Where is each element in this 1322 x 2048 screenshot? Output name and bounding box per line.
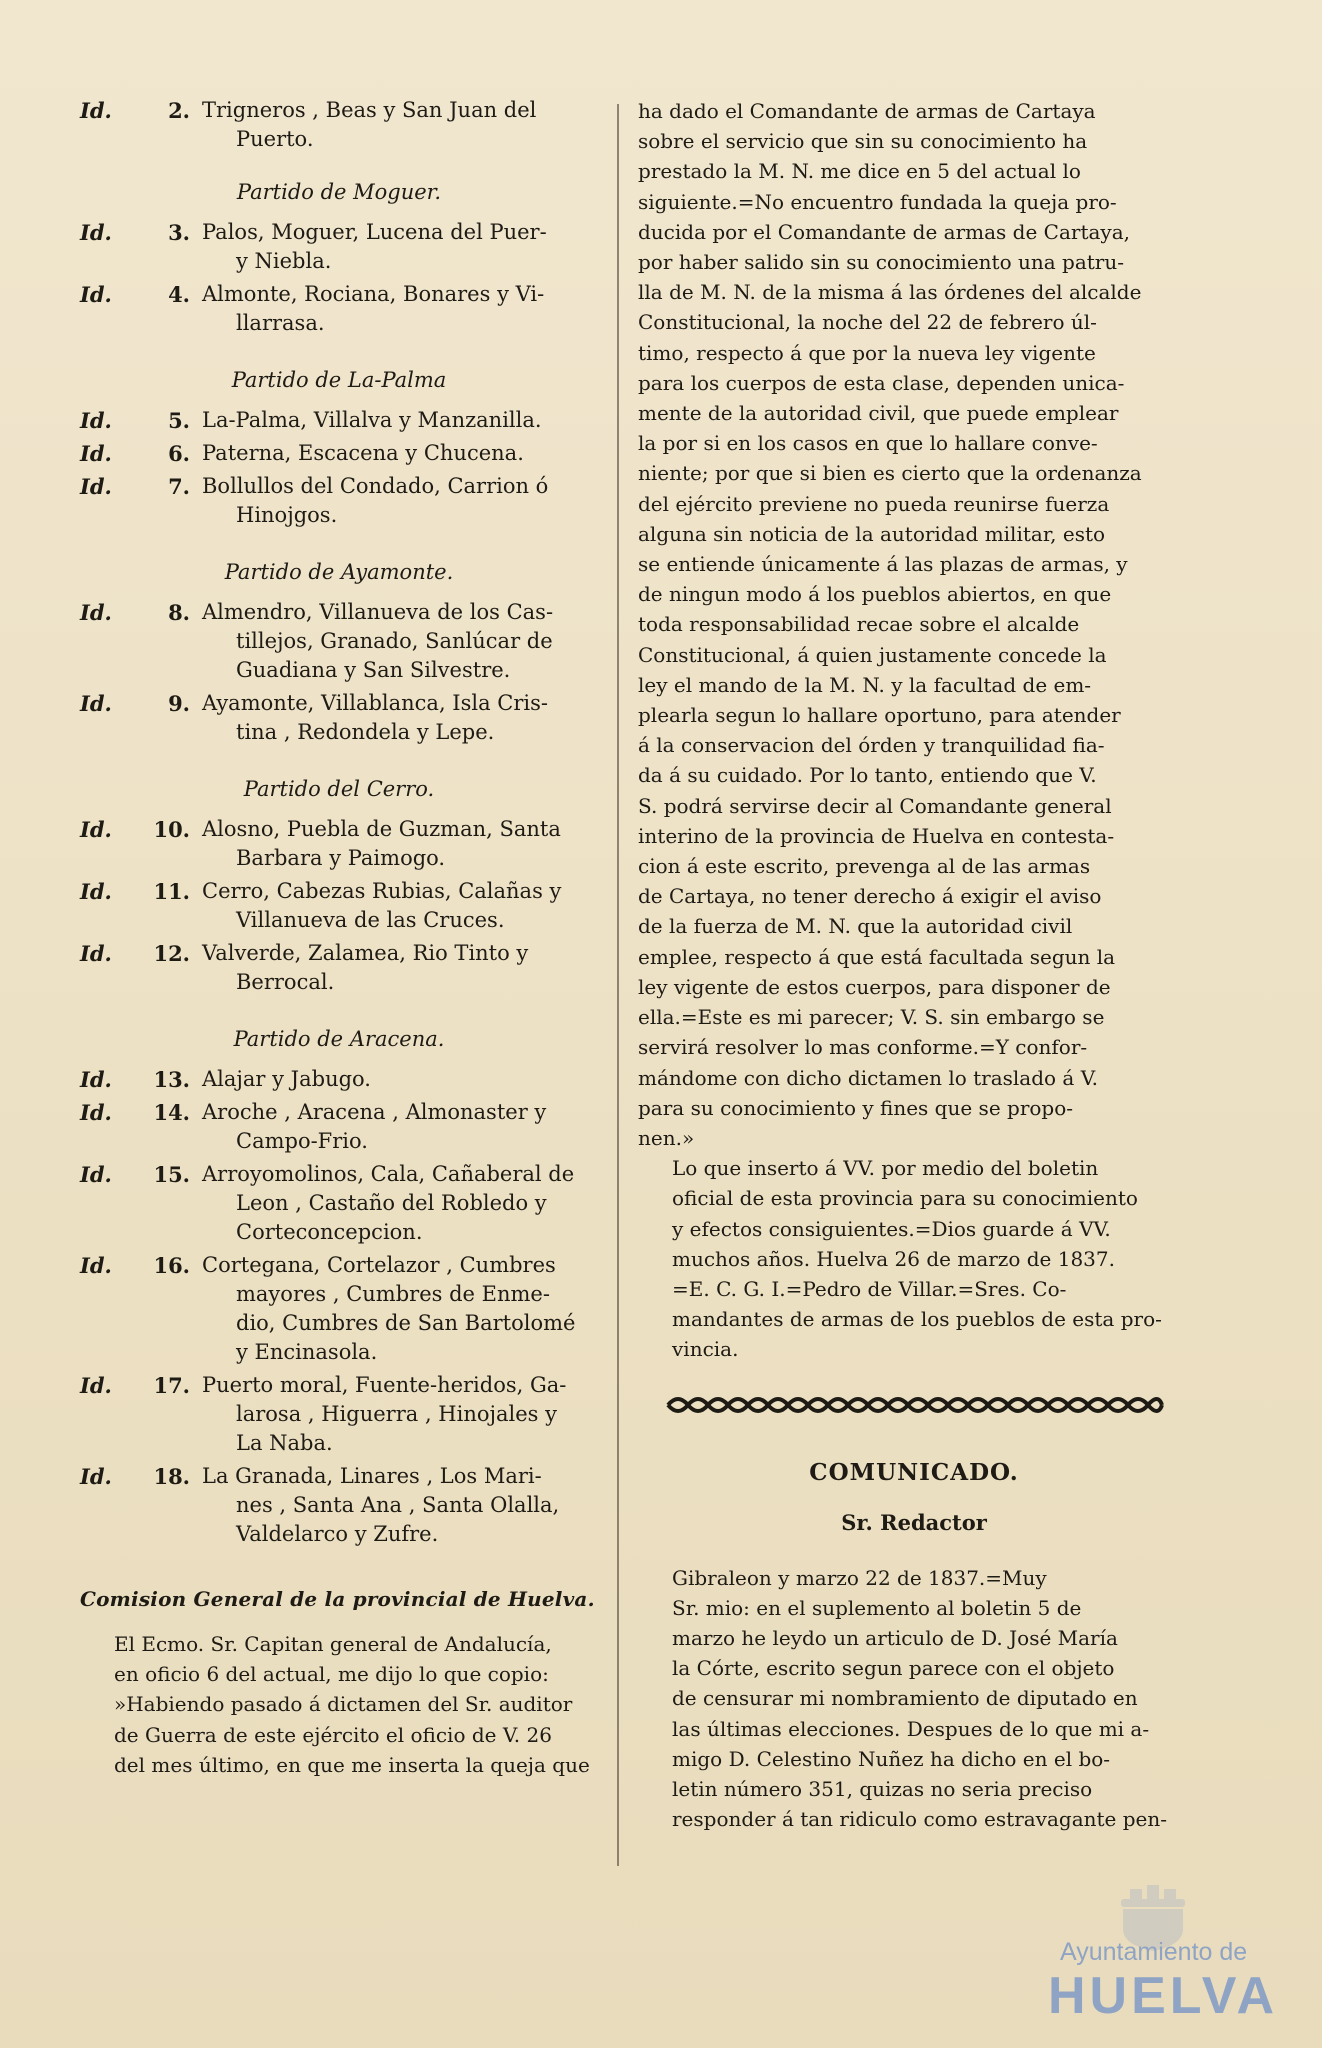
text-line: nen.» xyxy=(638,1125,695,1150)
article-paragraph: El Ecmo. Sr. Capitan general de Andalucía, en oficio 6 del actual, me dijo lo que copio: »Habiendo pasado á dictamen del Sr. auditor de Guerra de este ejército el oficio de V. 26 del mes último, en que me inserta la queja que xyxy=(114,1632,590,1777)
list-item xyxy=(80,1251,598,1367)
list-item xyxy=(80,877,598,935)
entry-number: 5. xyxy=(168,408,190,433)
text-line: lla de M. N. de la misma á las órdenes del alcalde xyxy=(638,280,1142,305)
entry-towns: La-Palma, Villalva y Manzanilla. xyxy=(202,408,542,432)
text-line: toda responsabilidad recae sobre el alcalde xyxy=(638,612,1080,637)
entry-number: 18. xyxy=(153,1464,190,1489)
entry-id: Id. xyxy=(80,441,112,466)
entry-towns: Puerto moral, Fuente-heridos, Ga- larosa , Higuerra , Hinojales y La Naba. xyxy=(202,1373,567,1455)
entry-number: 15. xyxy=(153,1162,190,1187)
text-line: prestado la M. N. me dice en 5 del actual lo xyxy=(638,159,1081,184)
entry-number: 6. xyxy=(168,441,190,466)
entry-towns: Valverde, Zalamea, Rio Tinto y Berrocal. xyxy=(202,941,529,994)
right-column xyxy=(638,96,1190,1834)
list-item xyxy=(80,280,598,338)
entry-number: 17. xyxy=(153,1373,190,1398)
text-line: ha dado el Comandante de armas de Cartaya xyxy=(638,99,1096,123)
entry-id: Id. xyxy=(80,282,112,307)
partido-heading: Partido de La-Palma xyxy=(231,368,447,392)
entry-towns: Arroyomolinos, Cala, Cañaberal de Leon , Castaño del Robledo y Corteconcepcion. xyxy=(202,1162,575,1244)
entry-id: Id. xyxy=(80,1162,112,1187)
entry-number: 4. xyxy=(168,282,190,307)
entry-id: Id. xyxy=(80,98,112,123)
entry-id: Id. xyxy=(80,220,112,245)
list-item xyxy=(80,96,598,154)
entry-id: Id. xyxy=(80,1253,112,1278)
entry-number: 16. xyxy=(153,1253,190,1278)
entry-number: 9. xyxy=(168,691,190,716)
list-item xyxy=(80,689,598,747)
list-item xyxy=(80,218,598,276)
partido-heading: Partido de Moguer. xyxy=(236,180,442,204)
text-line: interino de la provincia de Huelva en contesta- xyxy=(638,823,1115,848)
text-line: á la conservacion del órden y tranquilidad fia- xyxy=(638,733,1105,758)
entry-id: Id. xyxy=(80,1100,112,1125)
ornament-divider xyxy=(664,1391,1164,1419)
partido-heading: Partido de Aracena. xyxy=(233,1027,445,1051)
list-item xyxy=(80,815,598,873)
text-line: de Cartaya, no tener derecho á exigir el aviso xyxy=(638,884,1102,909)
column-divider xyxy=(617,104,619,1866)
list-item xyxy=(80,598,598,685)
entry-number: 11. xyxy=(153,879,190,904)
entry-id: Id. xyxy=(80,691,112,716)
watermark-logo-text: HUELVA xyxy=(1048,1967,1279,2025)
text-line: da á su cuidado. Por lo tanto, entiendo que V. xyxy=(638,763,1097,788)
entry-towns: Alajar y Jabugo. xyxy=(202,1067,371,1091)
entry-towns: La Granada, Linares , Los Mari- nes , Santa Ana , Santa Olalla, Valdelarco y Zufre. xyxy=(202,1464,560,1546)
text-line: siguiente.=No encuentro fundada la queja pro- xyxy=(638,189,1117,214)
text-line: mente de la autoridad civil, que puede emplear xyxy=(638,401,1119,426)
text-line: Constitucional, á quien justamente concede la xyxy=(638,642,1107,667)
text-line: alguna sin noticia de la autoridad militar, esto xyxy=(638,521,1106,546)
entry-id: Id. xyxy=(80,1067,112,1092)
text-line: ley vigente de estos cuerpos, para disponer de xyxy=(638,974,1111,999)
entry-id: Id. xyxy=(80,408,112,433)
text-line: emplee, respecto á que está facultada segun la xyxy=(638,944,1116,969)
text-line: la por si en los casos en que lo hallare conve- xyxy=(638,431,1098,456)
text-line: ley el mando de la M. N. y la facultad de em- xyxy=(638,672,1092,697)
text-line: sobre el servicio que sin su conocimiento ha xyxy=(638,129,1088,154)
entry-number: 14. xyxy=(153,1100,190,1125)
text-line: para los cuerpos de esta clase, dependen unica- xyxy=(638,370,1125,395)
entry-towns: Ayamonte, Villablanca, Isla Cris- tina , Redondela y Lepe. xyxy=(202,691,548,744)
salutation: Sr. Redactor xyxy=(841,1509,987,1535)
entry-id: Id. xyxy=(80,1464,112,1489)
entry-towns: Palos, Moguer, Lucena del Puer- y Niebla. xyxy=(202,220,547,273)
entry-number: 8. xyxy=(168,600,190,625)
text-line: de la fuerza de M. N. que la autoridad civil xyxy=(638,914,1073,939)
list-item xyxy=(80,1065,598,1094)
list-item xyxy=(80,1160,598,1247)
text-line: de ningun modo á los pueblos abiertos, en que xyxy=(638,582,1112,607)
text-line: ducida por el Comandante de armas de Cartaya, xyxy=(638,219,1130,244)
text-line: plearla segun lo hallare oportuno, para atender xyxy=(638,703,1121,728)
list-item xyxy=(80,439,598,468)
text-line: se entiende únicamente á las plazas de armas, y xyxy=(638,552,1128,577)
entry-towns: Almendro, Villanueva de los Cas- tillejos, Granado, Sanlúcar de Guadiana y San Silvestre. xyxy=(202,600,554,682)
entry-towns: Cerro, Cabezas Rubias, Calañas y Villanueva de las Cruces. xyxy=(202,879,562,932)
text-line: para su conocimiento y fines que se propo- xyxy=(638,1095,1074,1120)
entry-towns: Aroche , Aracena , Almonaster y Campo-Frio. xyxy=(202,1100,547,1153)
partido-heading: Partido del Cerro. xyxy=(243,777,435,801)
entry-id: Id. xyxy=(80,600,112,625)
list-item xyxy=(80,1098,598,1156)
article-paragraph xyxy=(638,96,1190,1153)
list-item xyxy=(80,1371,598,1458)
text-line: por haber salido sin su conocimiento una patru- xyxy=(638,250,1124,275)
entry-towns: Bollullos del Condado, Carrion ó Hinojgos. xyxy=(202,474,549,527)
entry-id: Id. xyxy=(80,879,112,904)
section-heading: COMUNICADO. xyxy=(809,1458,1019,1486)
text-line: timo, respecto á que por la nueva ley vigente xyxy=(638,340,1096,365)
text-line: cion á este escrito, prevenga al de las armas xyxy=(638,854,1091,879)
entry-towns: Almonte, Rociana, Bonares y Vi- llarrasa. xyxy=(202,282,545,335)
list-item xyxy=(80,1462,598,1549)
entry-towns: Cortegana, Cortelazor , Cumbres mayores , Cumbres de Enme- dio, Cumbres de San Bartolomé y Encinasola. xyxy=(202,1253,576,1364)
watermark-text: Ayuntamiento de xyxy=(1060,1938,1248,1966)
entry-towns: Alosno, Puebla de Guzman, Santa Barbara y Paimogo. xyxy=(202,817,561,870)
entry-id: Id. xyxy=(80,1373,112,1398)
article-paragraph: Lo que inserto á VV. por medio del boletin oficial de esta provincia para su conocimiento y efectos consiguientes.=Dios guarde á VV. muchos años. Huelva 26 de marzo de 1837. =E. C. G. I.=Pedro de Villar.=Sres. Co- mandantes de armas de los pueblos de esta pro- vincia. xyxy=(672,1156,1162,1362)
entry-number: 7. xyxy=(168,474,190,499)
text-line: Constitucional, la noche del 22 de febrero úl- xyxy=(638,310,1097,335)
article-paragraph: Gibraleon y marzo 22 de 1837.=Muy Sr. mio: en el suplemento al boletin 5 de marzo he leydo un articulo de D. José María la Córte, escrito segun parece con el objeto de censurar mi nombramiento de diputado en las últimas elecciones. Despues de lo que mi a- migo D. Celestino Nuñez ha dicho en el bo- letin número 351, quizas no seria preciso responder á tan ridiculo como estravagante pen- xyxy=(672,1565,1168,1832)
entry-number: 12. xyxy=(153,941,190,966)
entry-towns: Trigneros , Beas y San Juan del Puerto. xyxy=(202,98,537,151)
section-heading: Comision General de la provincial de Huelva. xyxy=(80,1587,595,1611)
entry-id: Id. xyxy=(80,474,112,499)
partido-heading: Partido de Ayamonte. xyxy=(224,560,454,584)
entry-id: Id. xyxy=(80,941,112,966)
entry-id: Id. xyxy=(80,817,112,842)
entry-number: 3. xyxy=(168,220,190,245)
list-item xyxy=(80,939,598,997)
entry-number: 13. xyxy=(153,1067,190,1092)
entry-towns: Paterna, Escacena y Chucena. xyxy=(202,441,524,465)
text-line: niente; por que si bien es cierto que la ordenanza xyxy=(638,461,1142,486)
list-item xyxy=(80,472,598,530)
text-line: S. podrá servirse decir al Comandante general xyxy=(638,793,1112,818)
text-line: mándome con dicho dictamen lo traslado á V. xyxy=(638,1065,1099,1090)
left-column xyxy=(80,96,598,1780)
entry-number: 10. xyxy=(153,817,190,842)
text-line: servirá resolver lo mas conforme.=Y confor- xyxy=(638,1035,1088,1060)
text-line: ella.=Este es mi parecer; V. S. sin embargo se xyxy=(638,1005,1105,1030)
list-item xyxy=(80,406,598,435)
entry-number: 2. xyxy=(168,98,190,123)
text-line: del ejército previene no pueda reunirse fuerza xyxy=(638,491,1110,516)
